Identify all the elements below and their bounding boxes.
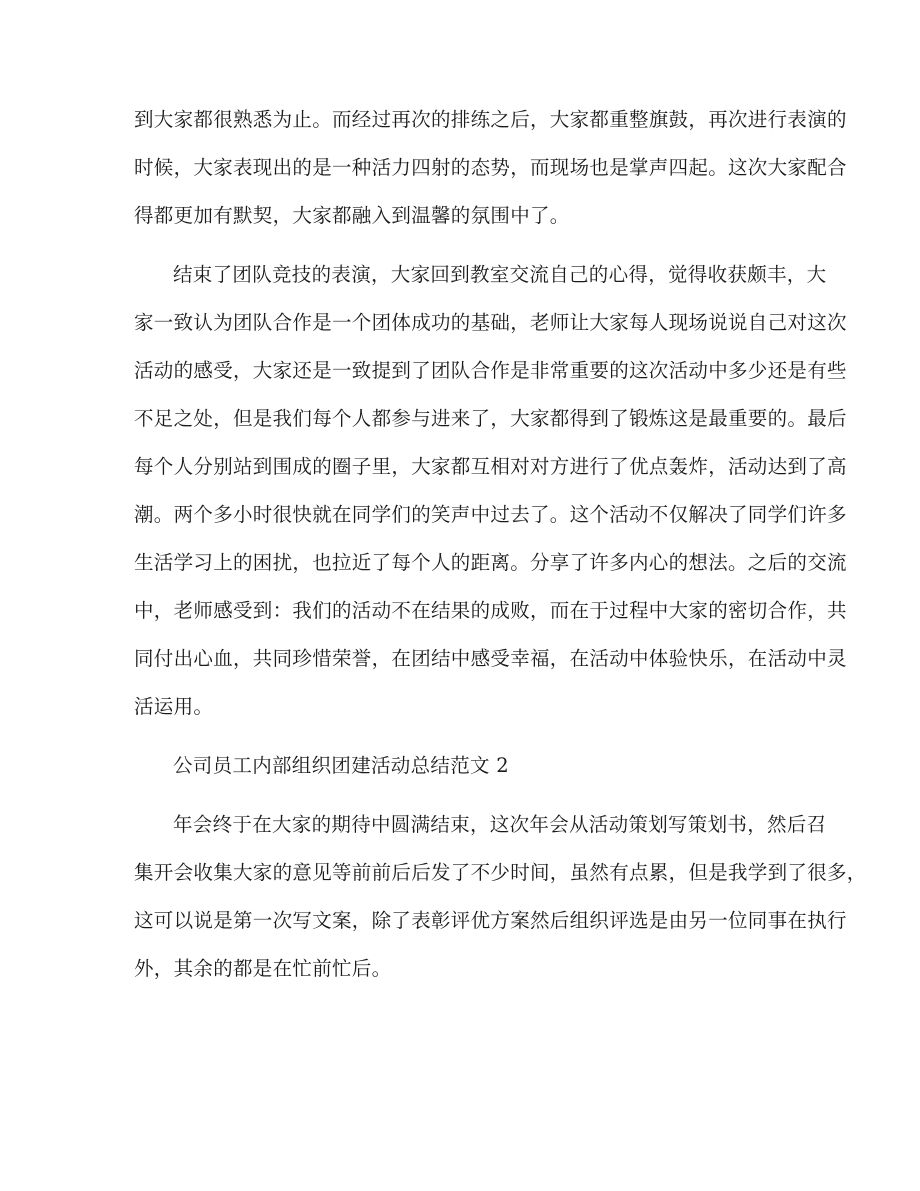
paragraph-2-line-8: 中，老师感受到：我们的活动不在结果的成败，而在于过程中大家的密切合作，共 [134,599,847,622]
paragraph-2-line-5: 每个人分别站到围成的圈子里，大家都互相对对方进行了优点轰炸，活动达到了高 [134,455,847,478]
paragraph-1-line-3: 得都更加有默契，大家都融入到温馨的氛围中了。 [134,204,570,227]
paragraph-3-line-4: 外，其余的都是在忙前忙后。 [134,957,392,980]
paragraph-1-line-2: 时候，大家表现出的是一种活力四射的态势，而现场也是掌声四起。这次大家配合 [134,156,847,179]
paragraph-2-line-1: 结束了团队竞技的表演，大家回到教室交流自己的心得，觉得收获颇丰，大 [173,263,827,286]
paragraph-3-line-2: 集开会收集大家的意见等前前后后发了不少时间，虽然有点累，但是我学到了很多， [134,861,867,884]
paragraph-1-line-1: 到大家都很熟悉为止。而经过再次的排练之后，大家都重整旗鼓，再次进行表演的 [134,108,847,131]
paragraph-2-line-3: 活动的感受，大家还是一致提到了团队合作是非常重要的这次活动中多少还是有些 [134,359,847,382]
paragraph-2-line-6: 潮。两个多小时很快就在同学们的笑声中过去了。这个活动不仅解决了同学们许多 [134,503,847,526]
paragraph-3-line-3: 这可以说是第一次写文案，除了表彰评优方案然后组织评选是由另一位同事在执行 [134,909,847,932]
paragraph-2-line-10: 活运用。 [134,695,214,718]
paragraph-2-line-9: 同付出心血，共同珍惜荣誉，在团结中感受幸福，在活动中体验快乐，在活动中灵 [134,647,847,670]
paragraph-2-line-4: 不足之处，但是我们每个人都参与进来了，大家都得到了锻炼这是最重要的。最后 [134,407,847,430]
section-heading: 公司员工内部组织团建活动总结范文 2 [173,754,510,777]
paragraph-2-line-2: 家一致认为团队合作是一个团体成功的基础，老师让大家每人现场说说自己对这次 [134,311,847,334]
paragraph-2-line-7: 生活学习上的困扰，也拉近了每个人的距离。分享了许多内心的想法。之后的交流 [134,551,847,574]
paragraph-3-line-1: 年会终于在大家的期待中圆满结束，这次年会从活动策划写策划书，然后召 [173,813,827,836]
